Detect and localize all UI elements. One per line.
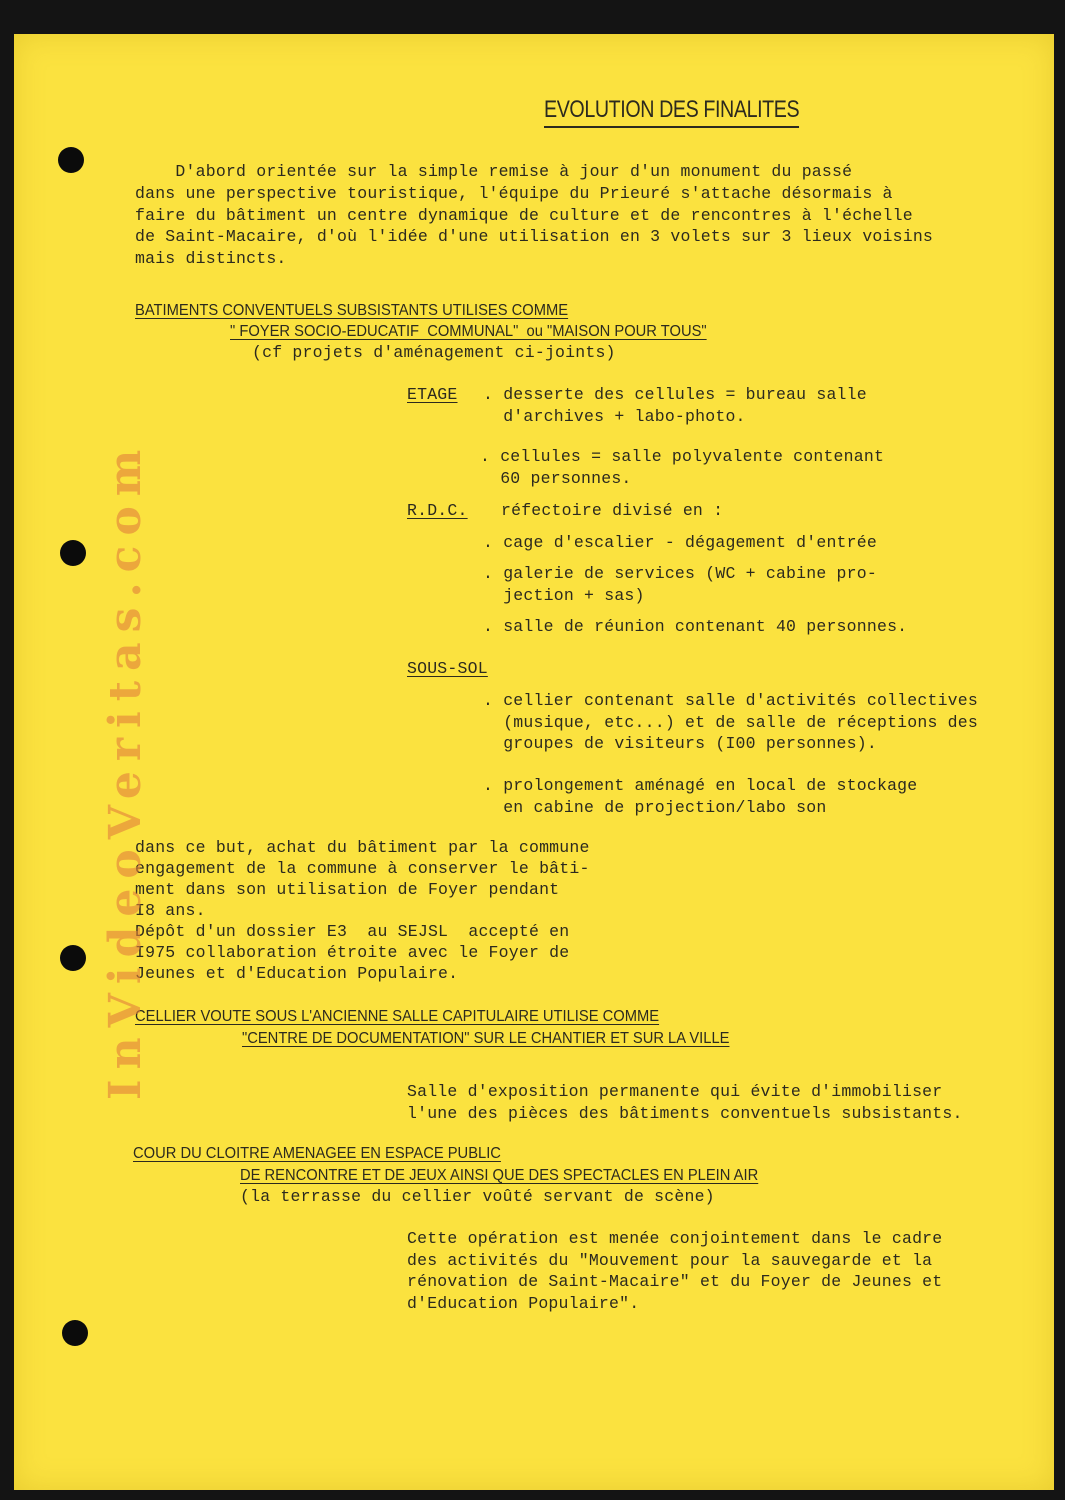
binder-hole — [60, 540, 86, 566]
rdc-item: . salle de réunion contenant 40 personnes. — [483, 617, 908, 636]
watermark-text: InVideoVeritas.com — [100, 439, 151, 1100]
intro-line: D'abord orientée sur la simple remise à jour d'un monument du passé — [135, 162, 853, 181]
section2-body: Salle d'exposition permanente qui évite d'immobiliser l'une des pièces des bâtiments conventuels subsistants. — [407, 1082, 963, 1123]
binder-hole — [62, 1320, 88, 1346]
intro-line: dans une perspective touristique, l'équipe du Prieuré s'attache désormais à — [135, 184, 893, 203]
soussol-item: . cellier contenant salle d'activités collectives (musique, etc...) et de salle de réceptions des groupes de visiteurs (I00 personnes). — [483, 691, 978, 753]
section1-note: (cf projets d'aménagement ci-joints) — [252, 343, 616, 362]
section3-body: Cette opération est menée conjointement dans le cadre des activités du "Mouvement pour la sauvegarde et la rénovation de Saint-Macaire" et du Foyer de Jeunes et d'Education Populaire". — [407, 1229, 943, 1313]
section3-note: (la terrasse du cellier voûté servant de scène) — [240, 1187, 715, 1206]
section2-heading: CELLIER VOUTE SOUS L'ANCIENNE SALLE CAPITULAIRE UTILISE COMME — [135, 1008, 660, 1025]
etage-item: . desserte des cellules = bureau salle d'archives + labo-photo. — [483, 385, 867, 426]
section1-subheading: " FOYER SOCIO-EDUCATIF COMMUNAL" ou "MAISON POUR TOUS" — [230, 323, 707, 340]
section3-heading: COUR DU CLOITRE AMENAGEE EN ESPACE PUBLIC — [133, 1145, 501, 1162]
page-title: EVOLUTION DES FINALITES — [544, 96, 799, 128]
soussol-item: . prolongement aménagé en local de stockage en cabine de projection/labo son — [483, 776, 918, 817]
binder-hole — [60, 945, 86, 971]
intro-line: faire du bâtiment un centre dynamique de culture et de rencontres à l'échelle — [135, 206, 913, 225]
section2-subheading: "CENTRE DE DOCUMENTATION" SUR LE CHANTIER ET SUR LA VILLE — [242, 1030, 730, 1047]
soussol-label: SOUS-SOL — [407, 659, 488, 678]
rdc-intro: réfectoire divisé en : — [501, 501, 724, 520]
intro-line: mais distincts. — [135, 249, 287, 268]
etage-item: . cellules = salle polyvalente contenant 60 personnes. — [480, 447, 885, 488]
purchase-note: dans ce but, achat du bâtiment par la commune engagement de la commune à conserver le bâti- ment dans son utilisation de Foyer pendant I8 ans. Dépôt d'un dossier E3 au SEJSL accepté en I975 collaboration étroite avec le Foyer de Jeunes et d'Education Populaire. — [135, 838, 590, 983]
binder-hole — [58, 147, 84, 173]
section1-heading: BATIMENTS CONVENTUELS SUBSISTANTS UTILISES COMME — [135, 302, 569, 319]
rdc-label: R.D.C. — [407, 501, 468, 520]
intro-line: de Saint-Macaire, d'où l'idée d'une utilisation en 3 volets sur 3 lieux voisins — [135, 227, 934, 246]
rdc-item: . cage d'escalier - dégagement d'entrée — [483, 533, 877, 552]
section3-subheading: DE RENCONTRE ET DE JEUX AINSI QUE DES SPECTACLES EN PLEIN AIR — [240, 1167, 759, 1184]
rdc-item: . galerie de services (WC + cabine pro- jection + sas) — [483, 564, 877, 605]
etage-label: ETAGE — [407, 385, 458, 404]
